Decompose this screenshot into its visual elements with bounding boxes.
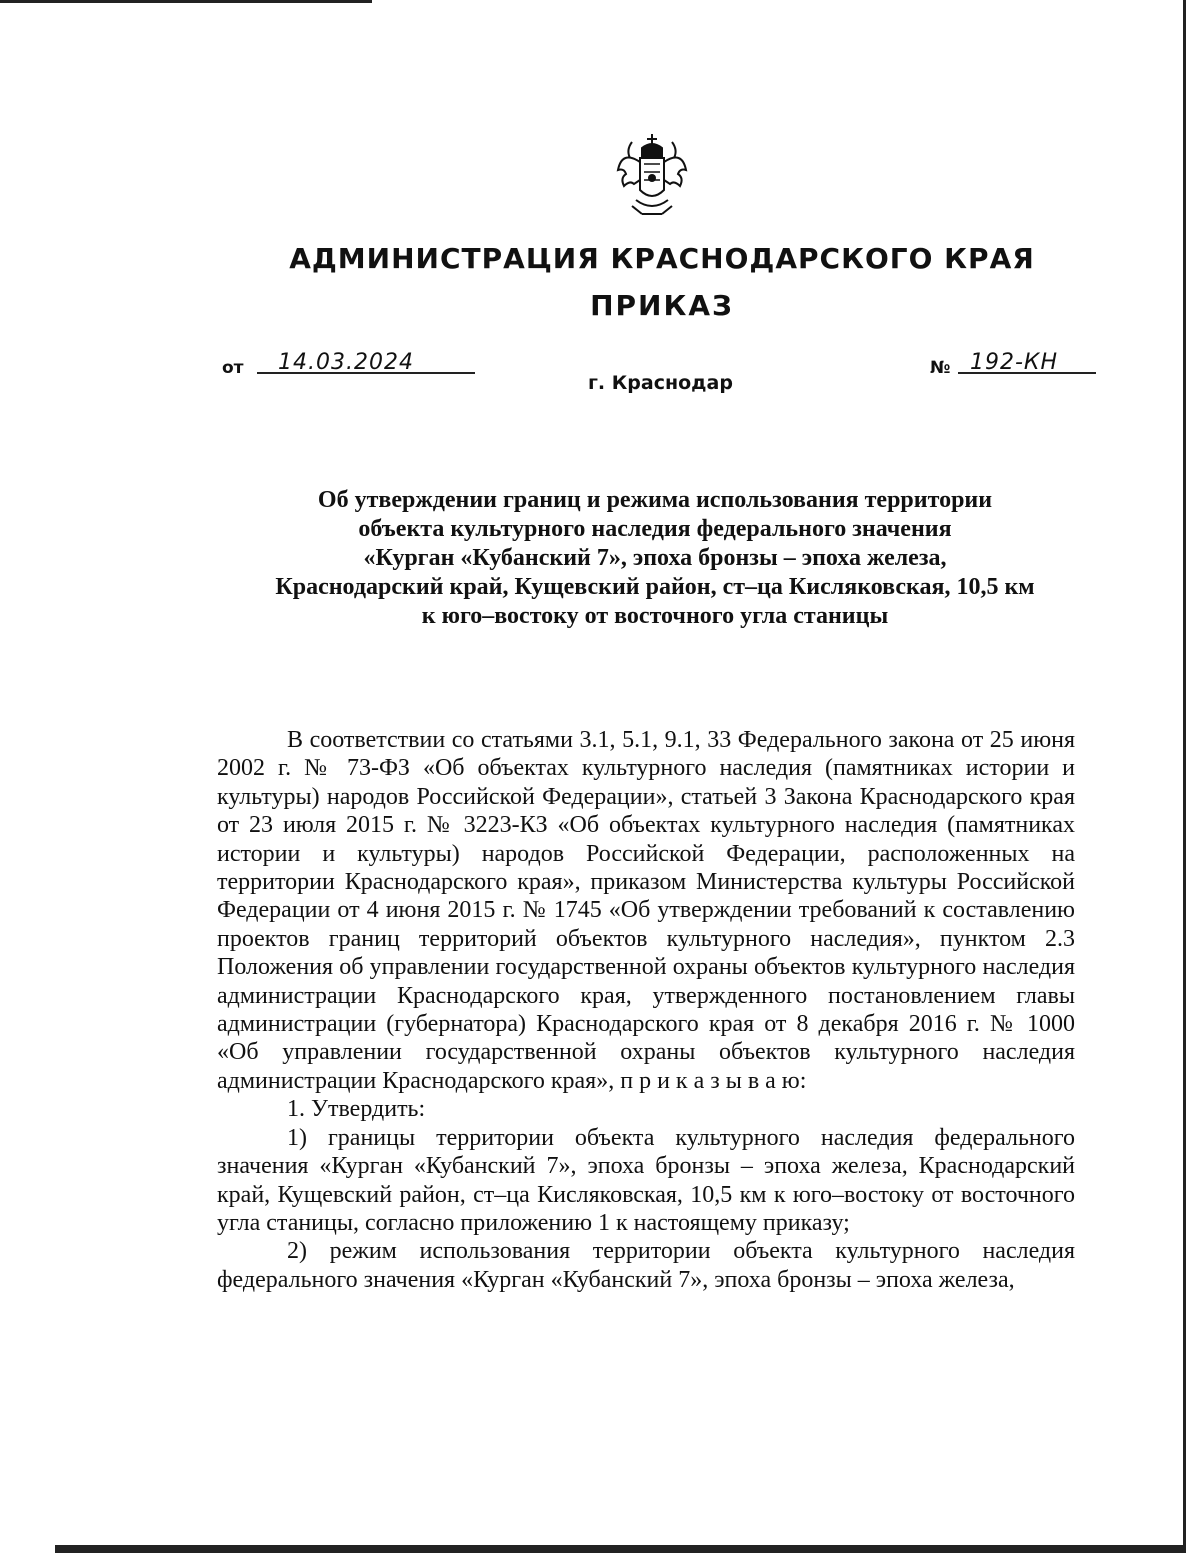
organization-name: АДМИНИСТРАЦИЯ КРАСНОДАРСКОГО КРАЯ bbox=[289, 242, 1035, 275]
title-line: «Курган «Кубанский 7», эпоха бронзы – эпоха железа, bbox=[363, 545, 947, 571]
body-paragraph: 2) режим использования территории объекта культурного наследия федерального значения «Курган «Кубанский 7», эпоха бронзы – эпоха железа, bbox=[217, 1238, 1075, 1293]
scan-border-bottom bbox=[55, 1545, 1185, 1553]
document-type: ПРИКАЗ bbox=[590, 289, 734, 322]
body-paragraph: В соответствии со статьями 3.1, 5.1, 9.1, 33 Федерального закона от 25 июня 2002 г. № 73-ФЗ «Об объектах культурного наследия (памятниках истории и культуры) народов Российской Федерации», статьей 3 Закона Краснодарского края от 23 июля 2015 г. № 3223-КЗ «Об объектах культурного наследия (памятниках истории и культуры) народов Российской Федерации, расположенных на территории Краснодарского края», приказом Министерства культуры Российской Федерации от 4 июня 2015 г. № 1745 «Об утверждении требований к составлению проектов границ территорий объектов культурного наследия», пунктом 2.3 Положения об управлении государственной охраны объектов культурного наследия администрации Краснодарского края, утвержденного постановлением главы администрации (губернатора) Краснодарского края от 8 декабря 2016 г. № 1000 «Об управлении государственной охраны объектов культурного наследия администрации Краснодарского края», п р и к а з ы в а ю: bbox=[217, 727, 1075, 1094]
title-line: к юго–востоку от восточного угла станицы bbox=[421, 603, 889, 629]
document-number: 192-КН bbox=[970, 350, 1059, 375]
document-date: 14.03.2024 bbox=[278, 350, 414, 375]
title-line: Краснодарский край, Кущевский район, ст–ца Кисляковская, 10,5 км bbox=[275, 574, 1035, 600]
document-body bbox=[217, 726, 1075, 1294]
coat-of-arms-icon bbox=[612, 130, 692, 220]
scan-border-right bbox=[1183, 0, 1186, 1553]
document-title bbox=[180, 486, 1130, 631]
scan-border-top bbox=[0, 0, 372, 3]
city: г. Краснодар bbox=[588, 372, 733, 394]
title-line: Об утверждении границ и режима использования территории bbox=[317, 487, 993, 513]
date-prefix: от bbox=[222, 358, 244, 378]
title-line: объекта культурного наследия федерального значения bbox=[358, 516, 952, 542]
body-paragraph: 1. Утвердить: bbox=[287, 1096, 426, 1123]
body-paragraph: 1) границы территории объекта культурного наследия федерального значения «Курган «Кубанский 7», эпоха бронзы – эпоха железа, Краснодарский край, Кущевский район, ст–ца Кисляковская, 10,5 км к юго–востоку от восточного угла станицы, согласно приложению 1 к настоящему приказу; bbox=[217, 1124, 1075, 1236]
number-prefix: № bbox=[930, 358, 951, 378]
